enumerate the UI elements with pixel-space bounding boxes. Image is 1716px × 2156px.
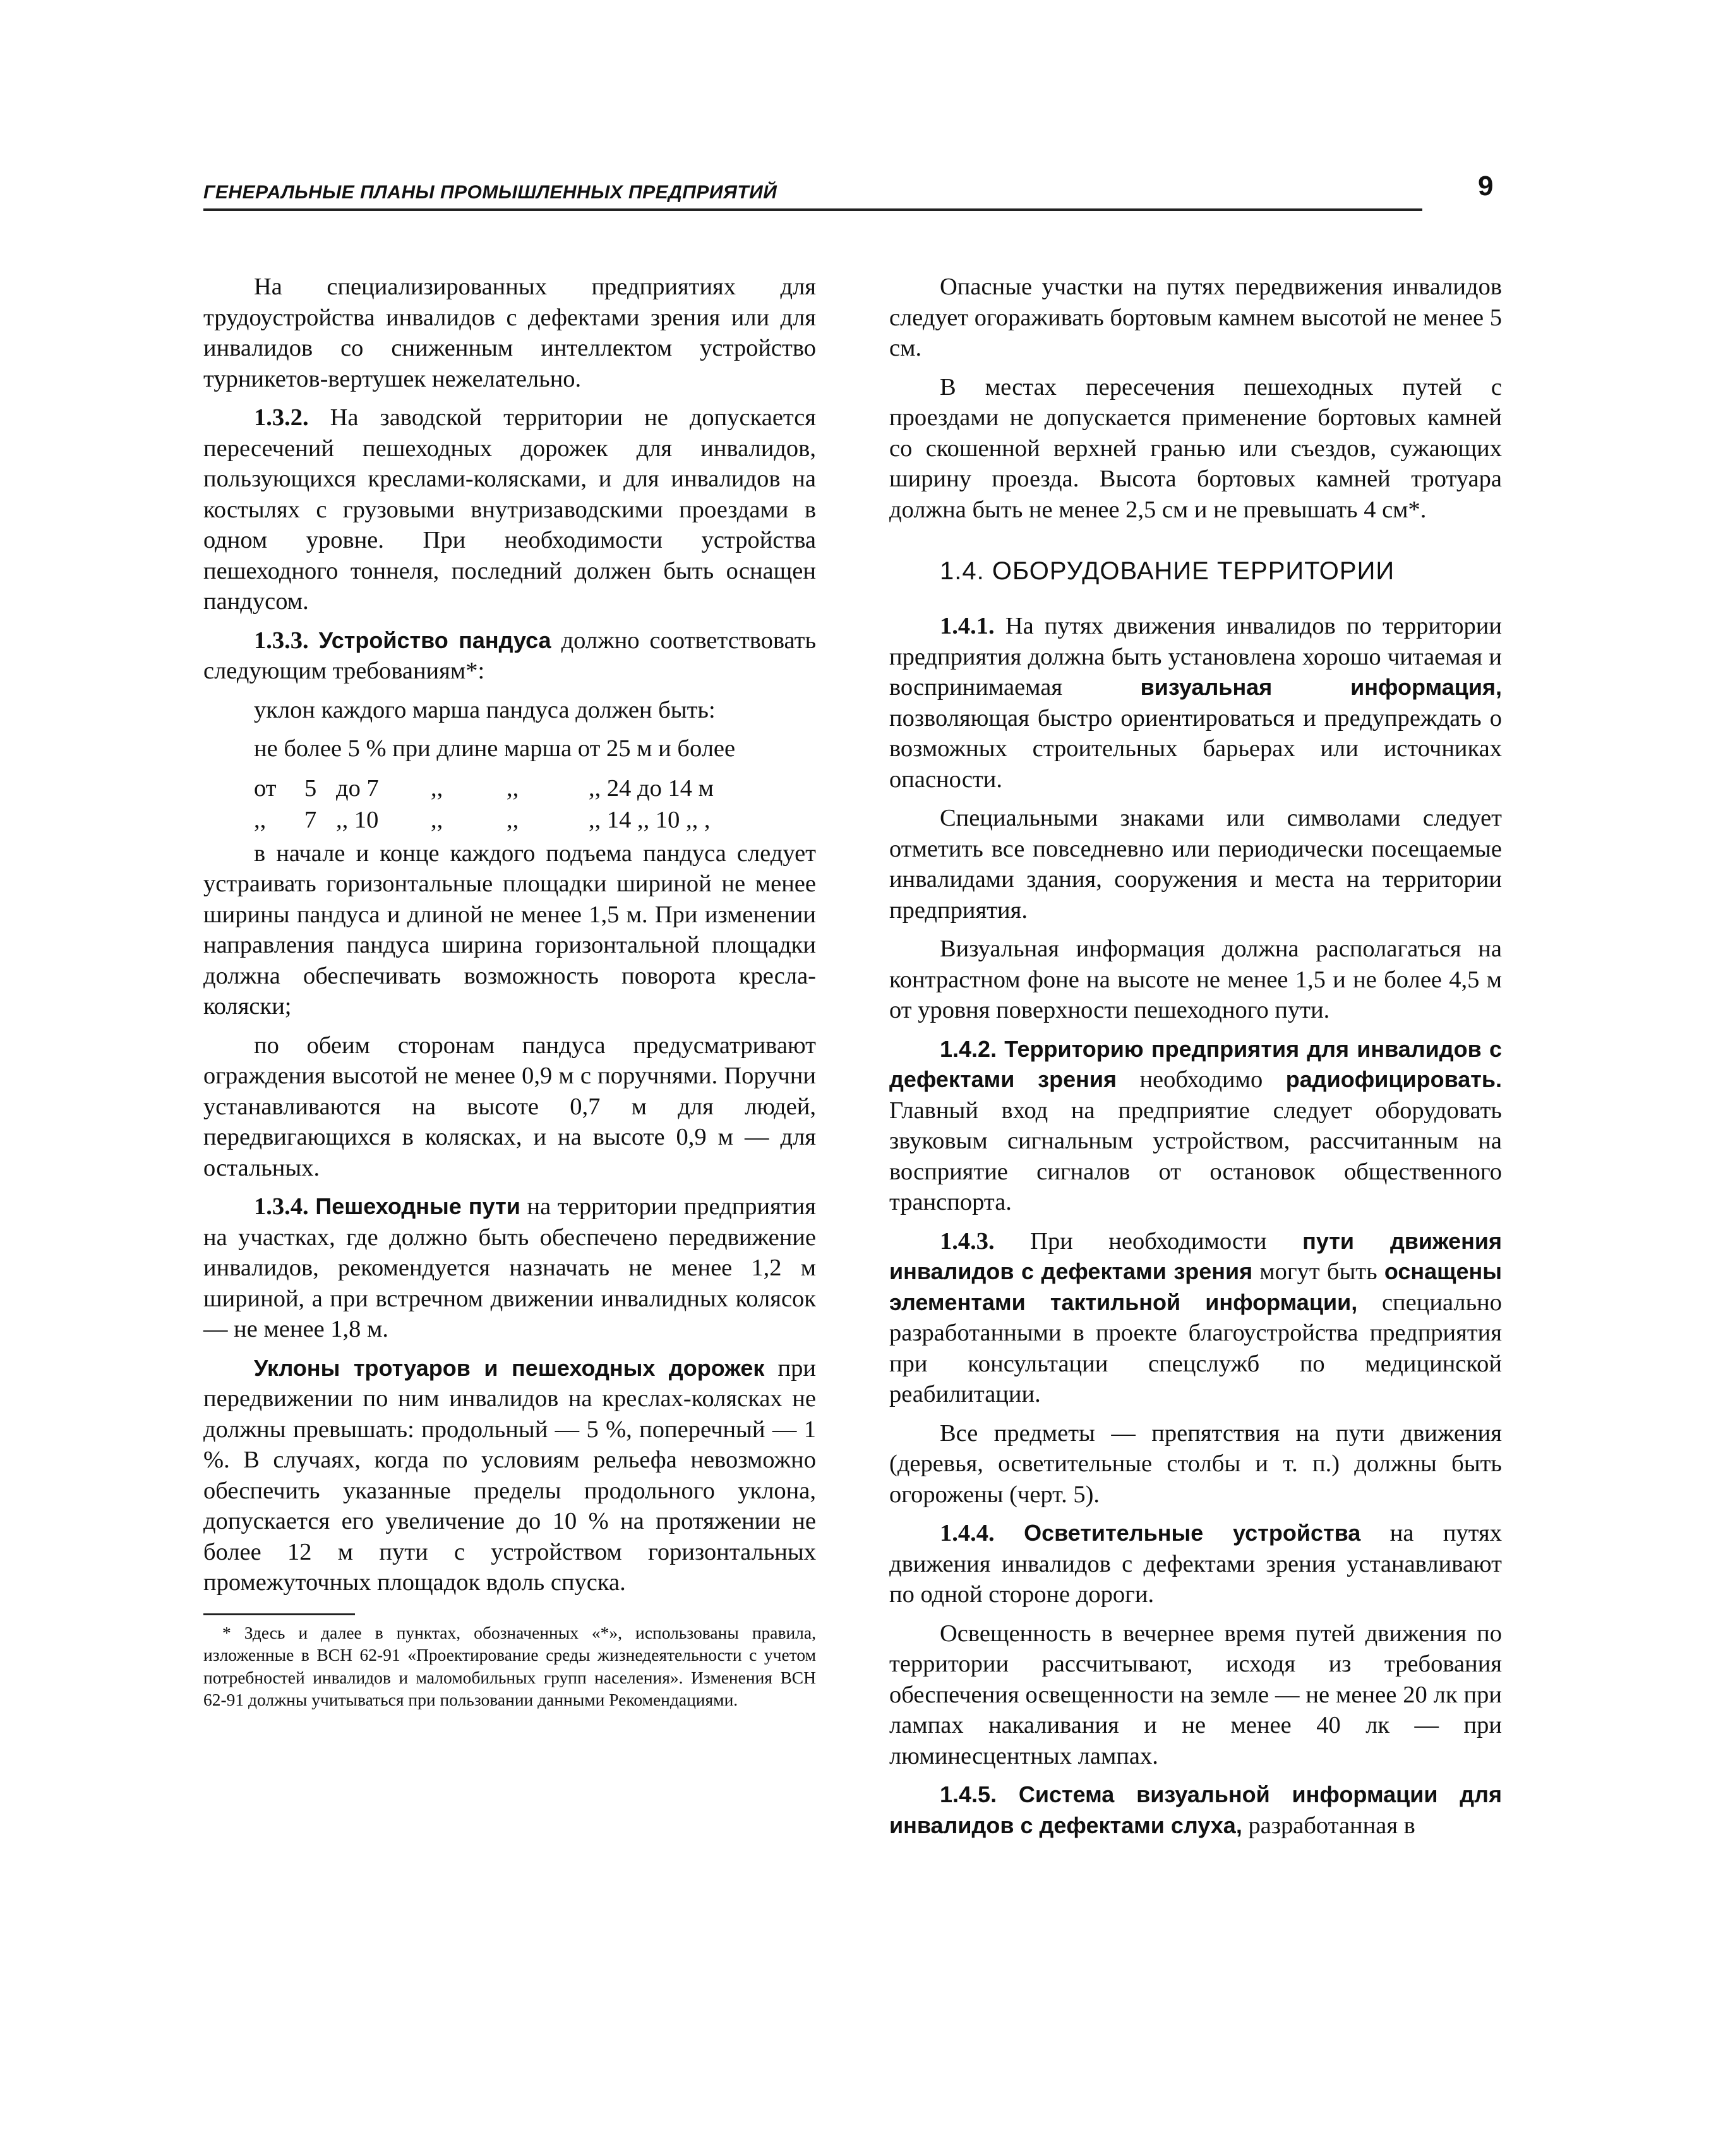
paragraph-text: На заводской территории не допускается пересечений пешеходных дорожек для инвалидов, пользующихся креслами-колясками, и для инвалидов на костылях с грузовыми внутризаводскими проездами в одном уровне. При необходимости устройства пешеходного тоннеля, последний должен быть оснащен пандусом. [203, 404, 817, 615]
bold-term: 1.4.5. Система визуальной информации для инвалидов с дефектами слуха, [889, 1781, 1502, 1838]
clause-number: 1.3.3. [254, 627, 309, 654]
paragraph-text: На путях движения инвалидов по территории предприятия должна быть установлена хорошо читаемая и воспринимаемая [889, 613, 1502, 701]
paragraph-text: необходимо [1139, 1066, 1263, 1093]
paragraph: Все предметы — препятствия на пути движения (деревья, осветительные столбы и т. п.) должны быть огорожены (черт. 5). [889, 1419, 1502, 1508]
paragraph: Освещенность в вечернее время путей движения по территории рассчитывают, исходя из требования обеспечения освещенности на земле — не менее 20 лк при лампах накаливания и не менее 40 лк — при люминесцентных лампах. [889, 1620, 1502, 1769]
table-cell: ,, 14 ,, 10 ,, , [589, 806, 711, 833]
bold-term: Осветительные устройства [1024, 1520, 1361, 1546]
table-cell: ,, [431, 806, 443, 833]
paragraph: не более 5 % при длине марша от 25 м и более [254, 735, 736, 762]
clause-number: 1.4.1. [940, 613, 995, 639]
clause-number: 1.3.2. [254, 404, 309, 431]
paragraph: На специализированных предприятиях для трудоустройства инвалидов с дефектами зрения или для инвалидов со сниженным интеллектом устройство турникетов-вертушек нежелательно. [203, 274, 816, 392]
bold-term: визуальная информация, [1140, 674, 1502, 700]
paragraph-text: должно соответствовать следующим требованиям*: [203, 627, 817, 684]
table-row [203, 773, 816, 804]
paragraph [889, 611, 1502, 795]
table-cell: 7 [304, 806, 317, 833]
paragraph [889, 1034, 1502, 1218]
table-cell: 5 [304, 774, 317, 802]
clause-number: 1.4.3. [940, 1227, 995, 1255]
ramp-slope-table [203, 773, 816, 836]
clause-number: 1.4.4. [940, 1520, 995, 1546]
table-row [203, 804, 816, 836]
bold-term: 1.4.2. Территорию предприятия для инвалидов с дефектами зрения [889, 1035, 1502, 1092]
footnote: * Здесь и далее в пунктах, обозначенных «*», использованы правила, изложенные в ВСН 62-91 «Проектирование среды жизнедеятельности с учетом потребностей инвалидов и маломобильных групп населения». Изменения ВСН 62-91 должны учитываться при пользовании данными Рекомендациями. [203, 1622, 816, 1709]
bold-term: Пешеходные пути [315, 1193, 520, 1219]
paragraph [203, 1191, 816, 1345]
paragraph [203, 1353, 816, 1598]
paragraph-text: специально разработанными в проекте благоустройства предприятия при консультации спецслужб по медицинской реабилитации. [889, 1289, 1503, 1407]
paragraph: Визуальная информация должна располагаться на контрастном фоне на высоте не менее 1,5 и не более 4,5 м от уровня поверхности пешеходного пути. [889, 936, 1502, 1023]
paragraph: в начале и конце каждого подъема пандуса следует устраивать горизонтальные площадки шириной не менее ширины пандуса и длиной не менее 1,5 м. При изменении направления пандуса ширина горизонтальной площадки должна обеспечивать возможность поворота кресла-коляски; [203, 840, 816, 1020]
paragraph-text: При необходимости [1030, 1227, 1267, 1255]
right-column [889, 272, 1502, 1849]
paragraph: Опасные участки на путях передвижения инвалидов следует огораживать бортовым камнем высотой не менее 5 см. [889, 274, 1502, 361]
bold-term: Уклоны тротуаров и пешеходных дорожек [254, 1354, 765, 1381]
section-heading: 1.4. ОБОРУДОВАНИЕ ТЕРРИТОРИИ [940, 557, 1395, 585]
running-title: ГЕНЕРАЛЬНЫЕ ПЛАНЫ ПРОМЫШЛЕННЫХ ПРЕДПРИЯТИЙ [203, 182, 777, 203]
table-cell: ,, 24 до 14 м [589, 774, 714, 802]
bold-term: оснащены элементами тактильной информации, [889, 1258, 1502, 1315]
table-cell: ,, [507, 774, 519, 802]
bold-term: Устройство пандуса [318, 627, 551, 653]
paragraph: В местах пересечения пешеходных путей с проездами не допускается применение бортовых камней со скошенной верхней гранью или съездов, сужающих ширину проезда. Высота бортовых камней тротуара должна быть не менее 2,5 см и не превышать 4 см*. [889, 373, 1502, 523]
left-column [203, 272, 816, 1711]
paragraph-text: при передвижении по ним инвалидов на креслах-колясках не должны превышать: продольный — 5 %, поперечный — 1 %. В случаях, когда по условиям рельефа невозможно обеспечить указанные пределы продольного уклона, допускается его увеличение до 10 % на протяжении не более 12 м пути с устройством горизонтальных промежуточных площадок вдоль спуска. [203, 1354, 816, 1596]
paragraph [889, 1518, 1502, 1610]
paragraph-text: Главный вход на предприятие следует оборудовать звуковым сигнальным устройством, рассчитанным на восприятие сигналов от остановок общественного транспорта. [889, 1097, 1502, 1215]
paragraph-text: на путях движения инвалидов с дефектами зрения устанавливают по одной стороне дороги. [889, 1520, 1503, 1608]
footnote-rule [203, 1613, 355, 1615]
paragraph-text: позволяющая быстро ориентироваться и предупреждать о возможных строительных барьерах или источниках опасности. [889, 704, 1502, 793]
table-cell: ,, [507, 806, 519, 833]
clause-number: 1.3.4. [254, 1193, 309, 1220]
paragraph-text: на территории предприятия на участках, где должно быть обеспечено передвижение инвалидов, рекомендуется назначать не менее 1,2 м шириной, а при встречном движении инвалидных колясок — не менее 1,8 м. [203, 1193, 816, 1342]
paragraph [203, 625, 816, 687]
table-cell: ,, [431, 774, 443, 802]
paragraph: по обеим сторонам пандуса предусматривают ограждения высотой не менее 0,9 м с поручнями. Поручни устанавливаются на высоте 0,7 м для людей, передвигающихся в колясках, и на высоте 0,9 м — для остальных. [203, 1032, 816, 1181]
table-cell: ,, 10 [336, 806, 379, 833]
paragraph [889, 1780, 1502, 1841]
bold-term: радиофицировать. [1285, 1066, 1503, 1092]
bold-term: пути движения инвалидов с дефектами зрения [889, 1227, 1503, 1284]
paragraph [203, 402, 816, 617]
table-cell: ,, [254, 806, 267, 833]
table-cell: от [254, 774, 277, 802]
paragraph: Специальными знаками или символами следует отметить все повседневно или периодически посещаемые инвалидами здания, сооружения и места на территории предприятия. [889, 805, 1502, 924]
paragraph-text: могут быть [1259, 1258, 1377, 1285]
paragraph [889, 1226, 1502, 1410]
page-number: 9 [1478, 171, 1494, 202]
paragraph-text: разработанная в [1248, 1812, 1415, 1839]
table-cell: до 7 [336, 774, 379, 802]
running-header [203, 169, 1422, 211]
paragraph: уклон каждого марша пандуса должен быть: [254, 696, 716, 723]
